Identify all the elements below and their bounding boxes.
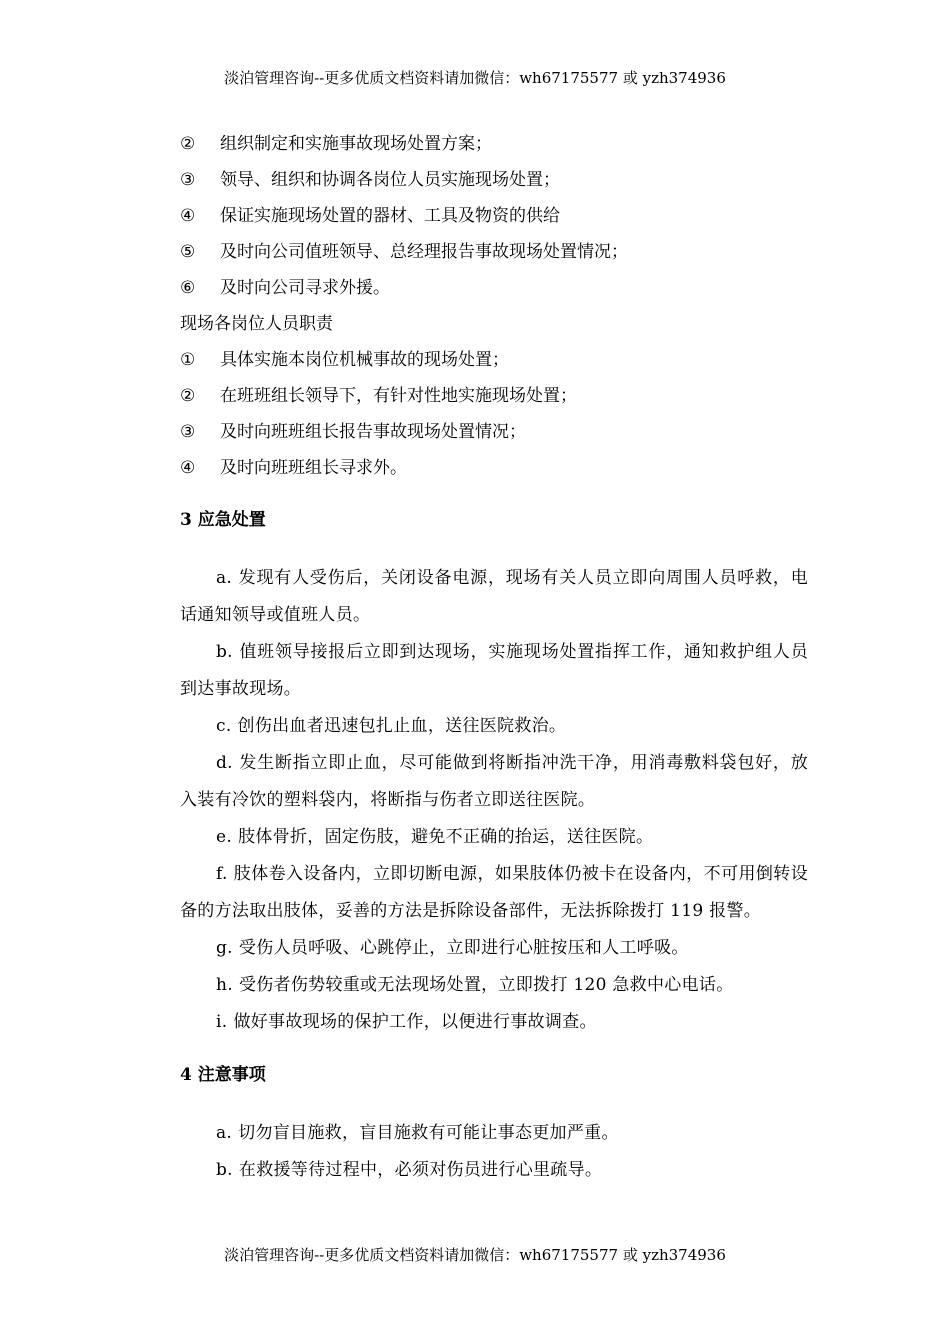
paragraph-text: 在救援等待过程中，必须对伤员进行心里疏导。 — [238, 1160, 603, 1180]
list-marker: ⑤ — [180, 242, 196, 262]
paragraph-label: d. — [216, 753, 233, 773]
list-item-text: 组织制定和实施事故现场处置方案； — [220, 134, 492, 154]
list-item-text: 及时向公司寻求外援。 — [220, 278, 390, 298]
list-item — [180, 414, 808, 450]
list-item-text: 及时向公司值班领导、总经理报告事故现场处置情况； — [220, 242, 628, 262]
paragraph — [180, 560, 808, 634]
section-4-heading: 4 注意事项 — [180, 1065, 266, 1085]
list-item — [180, 198, 808, 234]
list-item-text: 在班班组长领导下，有针对性地实施现场处置； — [220, 386, 577, 406]
section-3-heading: 3 应急处置 — [180, 510, 266, 530]
paragraph-text: 受伤者伤势较重或无法现场处置，立即拨打 120 急救中心电话。 — [238, 975, 734, 995]
staff-duties-list — [180, 342, 808, 486]
list-marker: ② — [180, 134, 196, 154]
paragraph-label: a. — [216, 1123, 233, 1143]
list-item-text: 领导、组织和协调各岗位人员实施现场处置； — [220, 170, 560, 190]
paragraph-label: f. — [216, 864, 228, 884]
list-marker: ① — [180, 350, 196, 370]
paragraph-text: 发现有人受伤后，关闭设备电源，现场有关人员立即向周围人员呼救，电话通知领导或值班人员。 — [180, 568, 808, 625]
list-marker: ② — [180, 386, 196, 406]
list-marker: ④ — [180, 206, 196, 226]
list-marker: ③ — [180, 170, 196, 190]
list-marker: ④ — [180, 458, 196, 478]
list-item — [180, 162, 808, 198]
page-footer: 淡泊管理咨询--更多优质文档资料请加微信：wh67175577 或 yzh374936 — [224, 1246, 726, 1264]
paragraph — [180, 1115, 808, 1152]
paragraph-label: a. — [216, 568, 233, 588]
paragraph — [180, 708, 808, 745]
section-3-body — [180, 560, 808, 1041]
list-item-text: 及时向班班组长报告事故现场处置情况； — [220, 422, 526, 442]
list-item — [180, 234, 808, 270]
paragraph-text: 受伤人员呼吸、心跳停止，立即进行心脏按压和人工呼吸。 — [238, 938, 689, 958]
list-item — [180, 270, 808, 306]
paragraph — [180, 930, 808, 967]
list-item-text: 及时向班班组长寻求外。 — [220, 458, 407, 478]
paragraph-label: b. — [216, 1160, 233, 1180]
paragraph-label: g. — [216, 938, 233, 958]
paragraph-label: i. — [216, 1012, 228, 1032]
paragraph-label: e. — [216, 827, 233, 847]
paragraph — [180, 967, 808, 1004]
paragraph-text: 发生断指立即止血，尽可能做到将断指冲洗干净，用消毒敷料袋包好，放入装有冷饮的塑料袋内，将断指与伤者立即送往医院。 — [180, 753, 808, 810]
paragraph-text: 创伤出血者迅速包扎止血，送往医院救治。 — [237, 716, 567, 736]
paragraph-text: 做好事故现场的保护工作，以便进行事故调查。 — [233, 1012, 597, 1032]
paragraph — [180, 856, 808, 930]
paragraph — [180, 819, 808, 856]
paragraph — [180, 634, 808, 708]
list-item — [180, 342, 808, 378]
section-4-body — [180, 1115, 808, 1189]
list-item — [180, 126, 808, 162]
paragraph-text: 切勿盲目施救，盲目施救有可能让事态更加严重。 — [238, 1123, 619, 1143]
list-item-text: 保证实施现场处置的器材、工具及物资的供给 — [220, 206, 560, 226]
paragraph-label: h. — [216, 975, 233, 995]
paragraph-label: b. — [216, 642, 233, 662]
paragraph-text: 肢体骨折，固定伤肢，避免不正确的抬运，送往医院。 — [238, 827, 654, 847]
paragraph — [180, 1152, 808, 1189]
paragraph-label: c. — [216, 716, 232, 736]
list-item-text: 具体实施本岗位机械事故的现场处置； — [220, 350, 509, 370]
document-body — [180, 126, 808, 1189]
list-marker: ⑥ — [180, 278, 196, 298]
paragraph-text: 肢体卷入设备内，立即切断电源，如果肢体仍被卡在设备内，不可用倒转设备的方法取出肢体，妥善的方法是拆除设备部件，无法拆除拨打 119 报警。 — [180, 864, 808, 921]
list-item — [180, 378, 808, 414]
paragraph-text: 值班领导接报后立即到达现场，实施现场处置指挥工作，通知救护组人员到达事故现场。 — [180, 642, 808, 699]
list-item — [180, 450, 808, 486]
page-header: 淡泊管理咨询--更多优质文档资料请加微信：wh67175577 或 yzh374936 — [224, 69, 726, 87]
leader-duties-list — [180, 126, 808, 306]
paragraph — [180, 745, 808, 819]
paragraph — [180, 1004, 808, 1041]
list-marker: ③ — [180, 422, 196, 442]
staff-duties-title: 现场各岗位人员职责 — [180, 314, 333, 334]
